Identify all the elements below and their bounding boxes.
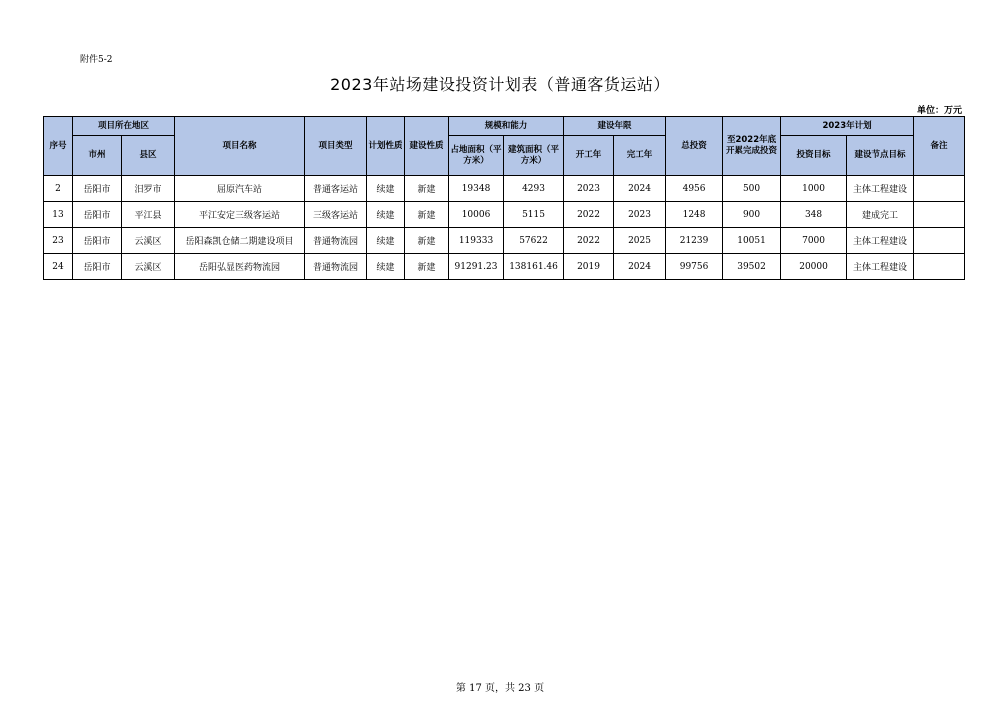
unit-label: 单位：万元	[916, 106, 962, 116]
header-project-name: 项目名称	[175, 117, 305, 176]
cell-building-area: 5115	[504, 202, 564, 228]
cell-seq: 24	[44, 254, 73, 280]
cell-node-target: 主体工程建设	[847, 176, 914, 202]
cell-remarks	[914, 176, 965, 202]
cell-project-name: 屈原汽车站	[175, 176, 305, 202]
cell-total-investment: 21239	[666, 228, 723, 254]
cell-land-area: 119333	[449, 228, 504, 254]
header-seq: 序号	[44, 117, 73, 176]
cell-land-area: 10006	[449, 202, 504, 228]
cell-county: 汨罗市	[122, 176, 175, 202]
cell-seq: 2	[44, 176, 73, 202]
cell-node-target: 建成完工	[847, 202, 914, 228]
cell-completed-investment: 900	[723, 202, 781, 228]
cell-remarks	[914, 228, 965, 254]
cell-end-year: 2024	[614, 176, 666, 202]
cell-start-year: 2022	[564, 228, 614, 254]
cell-building-area: 4293	[504, 176, 564, 202]
cell-city: 岳阳市	[73, 176, 122, 202]
cell-building-area: 57622	[504, 228, 564, 254]
cell-total-investment: 1248	[666, 202, 723, 228]
header-build-nature: 建设性质	[405, 117, 449, 176]
cell-plan-nature: 续建	[367, 228, 405, 254]
header-building-area: 建筑面积（平方米）	[504, 136, 564, 176]
cell-city: 岳阳市	[73, 228, 122, 254]
header-start-year: 开工年	[564, 136, 614, 176]
cell-build-nature: 新建	[405, 228, 449, 254]
table-row	[44, 202, 965, 228]
document-title: 2023年站场建设投资计划表（普通客货运站）	[330, 75, 670, 94]
cell-invest-target: 348	[781, 202, 847, 228]
cell-county: 云溪区	[122, 254, 175, 280]
cell-build-nature: 新建	[405, 202, 449, 228]
cell-invest-target: 7000	[781, 228, 847, 254]
header-node-target: 建设节点目标	[847, 136, 914, 176]
header-county: 县区	[122, 136, 175, 176]
header-city: 市州	[73, 136, 122, 176]
cell-land-area: 91291.23	[449, 254, 504, 280]
cell-land-area: 19348	[449, 176, 504, 202]
investment-plan-table	[43, 116, 965, 280]
header-project-type: 项目类型	[305, 117, 367, 176]
cell-seq: 23	[44, 228, 73, 254]
header-completed-investment: 至2022年底开累完成投资	[723, 117, 781, 176]
cell-seq: 13	[44, 202, 73, 228]
attachment-label: 附件5-2	[80, 55, 113, 65]
cell-building-area: 138161.46	[504, 254, 564, 280]
header-remarks: 备注	[914, 117, 965, 176]
header-land-area: 占地面积（平方米）	[449, 136, 504, 176]
table-row	[44, 176, 965, 202]
cell-project-type: 三级客运站	[305, 202, 367, 228]
cell-plan-nature: 续建	[367, 254, 405, 280]
table-header	[44, 117, 965, 176]
cell-completed-investment: 39502	[723, 254, 781, 280]
cell-start-year: 2023	[564, 176, 614, 202]
cell-total-investment: 4956	[666, 176, 723, 202]
cell-invest-target: 1000	[781, 176, 847, 202]
page-number: 第 17 页，共 23 页	[455, 683, 545, 694]
cell-start-year: 2022	[564, 202, 614, 228]
cell-county: 平江县	[122, 202, 175, 228]
cell-node-target: 主体工程建设	[847, 254, 914, 280]
table-row	[44, 254, 965, 280]
cell-total-investment: 99756	[666, 254, 723, 280]
cell-city: 岳阳市	[73, 202, 122, 228]
cell-completed-investment: 10051	[723, 228, 781, 254]
header-plan-2023: 2023年计划	[781, 117, 914, 136]
cell-end-year: 2023	[614, 202, 666, 228]
table-row	[44, 228, 965, 254]
header-location: 项目所在地区	[73, 117, 175, 136]
header-period: 建设年限	[564, 117, 666, 136]
cell-county: 云溪区	[122, 228, 175, 254]
table-body	[44, 176, 965, 280]
cell-remarks	[914, 254, 965, 280]
cell-end-year: 2024	[614, 254, 666, 280]
header-end-year: 完工年	[614, 136, 666, 176]
cell-project-type: 普通物流园	[305, 254, 367, 280]
cell-project-name: 平江安定三级客运站	[175, 202, 305, 228]
cell-plan-nature: 续建	[367, 176, 405, 202]
cell-city: 岳阳市	[73, 254, 122, 280]
cell-build-nature: 新建	[405, 176, 449, 202]
header-scale: 规模和能力	[449, 117, 564, 136]
cell-invest-target: 20000	[781, 254, 847, 280]
cell-start-year: 2019	[564, 254, 614, 280]
cell-plan-nature: 续建	[367, 202, 405, 228]
cell-end-year: 2025	[614, 228, 666, 254]
cell-completed-investment: 500	[723, 176, 781, 202]
header-invest-target: 投资目标	[781, 136, 847, 176]
cell-project-name: 岳阳弘显医药物流园	[175, 254, 305, 280]
cell-node-target: 主体工程建设	[847, 228, 914, 254]
cell-project-name: 岳阳森凯仓储二期建设项目	[175, 228, 305, 254]
cell-build-nature: 新建	[405, 254, 449, 280]
cell-project-type: 普通客运站	[305, 176, 367, 202]
cell-project-type: 普通物流园	[305, 228, 367, 254]
cell-remarks	[914, 202, 965, 228]
header-plan-nature: 计划性质	[367, 117, 405, 176]
header-total-investment: 总投资	[666, 117, 723, 176]
